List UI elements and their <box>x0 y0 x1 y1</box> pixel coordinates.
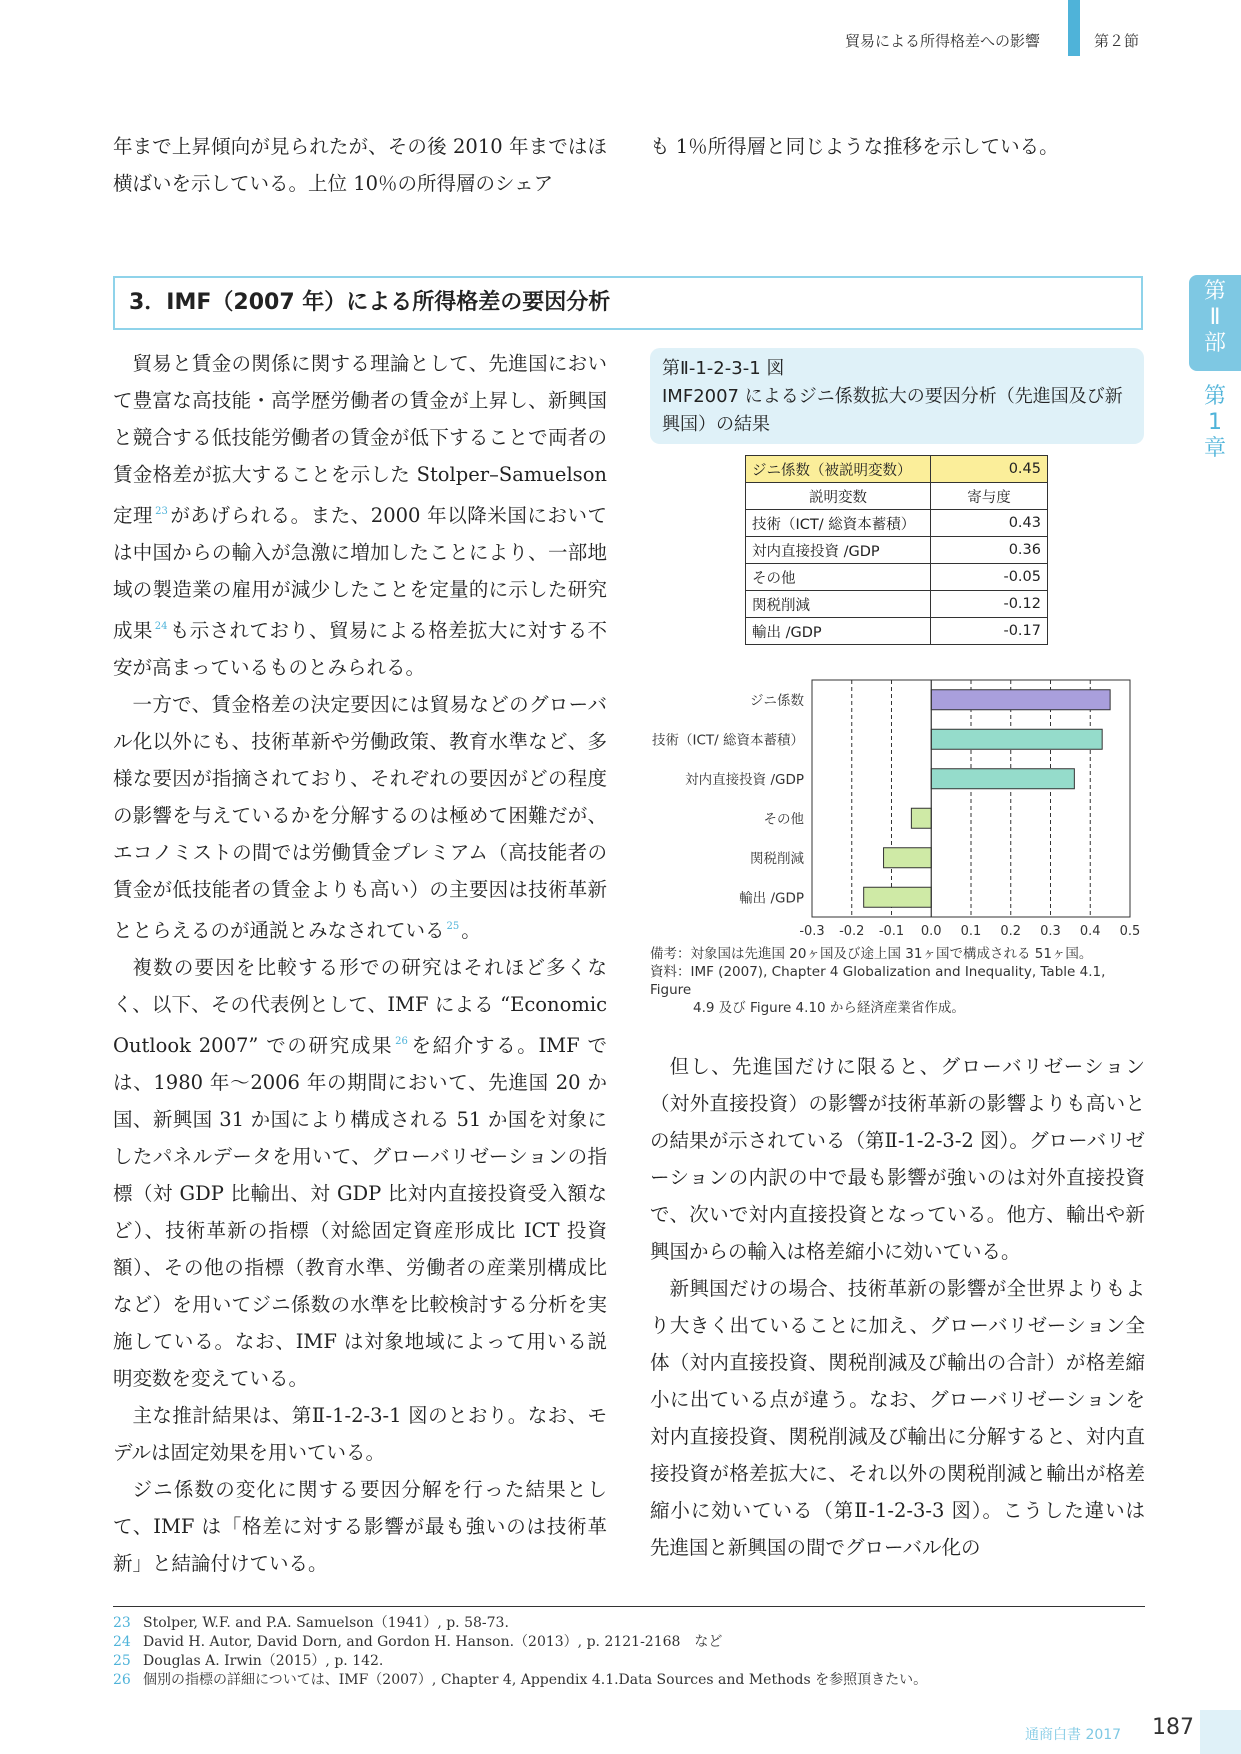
paragraph: 複数の要因を比較する形での研究はそれほど多くなく、以下、その代表例として、IMF による “Economic Outlook 2007” での研究成果 $^{26}$ を紹介する。IMF では、1980 年～2006 年の期間において、先進国 20 か国、新興国 31 か国により構成される 51 か国を対象にしたパネルデータを用いて、グローバリゼーションの指標（対 GDP 比輸出、対 GDP 比対内直接投資受入額など）、技術革新の指標（対総固定資産形成比 ICT 投資額）、その他の指標（教育水準、労働者の産業別構成比など）を用いてジニ係数の水準を比較検討する分析を実施している。なお、IMF は対象地域によって用いる説明変数を変えている。 <box>113 956 607 1390</box>
section-heading: 3．IMF（2007 年）による所得格差の要因分析 <box>113 276 1143 330</box>
figure-notes <box>650 945 1150 1017</box>
side-tab-part: 第 Ⅱ 部 <box>1189 275 1241 371</box>
table-header-cell: 説明変数 <box>746 483 931 510</box>
table-row <box>746 510 1048 537</box>
table-cell: 0.45 <box>931 456 1048 483</box>
table-cell: -0.17 <box>931 618 1048 645</box>
table-cell: -0.05 <box>931 564 1048 591</box>
bar <box>911 808 931 828</box>
header-accent-bar <box>1068 0 1080 56</box>
bar <box>931 690 1110 710</box>
running-header-title: 貿易による所得格差への影響 <box>845 32 1041 50</box>
category-label: 対内直接投資 /GDP <box>685 771 804 788</box>
paragraph: 一方で、賃金格差の決定要因には貿易などのグローバル化以外にも、技術革新や労働政策、教育水準など、多様な要因が指摘されており、それぞれの要因がどの程度の影響を与えているかを分解するのは極めて困難だが、エコノミストの間では労働賃金プレミアム（高技能者の賃金が低技能者の賃金よりも高い）の主要因は技術革新ととらえるのが通説とみなされている $^{25}$ 。 <box>113 693 607 942</box>
intro-left-text: 年まで上昇傾向が見られたが、その後 2010 年まではほ横ばいを示している。上位 10％の所得層のシェア <box>113 135 607 195</box>
tick-label: 0.3 <box>1040 924 1061 939</box>
paragraph: ジニ係数の変化に関する要因分解を行った結果として、IMF は「格差に対する影響が最も強いのは技術革新」と結論付けている。 <box>113 1478 607 1575</box>
footnote-item: 25 Douglas A. Irwin（2015）, p. 142. <box>113 1653 384 1669</box>
category-label: ジニ係数 <box>750 692 804 709</box>
factor-bar-chart <box>640 670 1150 940</box>
table-row <box>746 591 1048 618</box>
running-header-section: 第２節 <box>1094 32 1140 50</box>
tick-label: 0.0 <box>920 924 942 939</box>
tick-label: -0.1 <box>878 924 905 939</box>
factors-table <box>745 455 1048 645</box>
page-number: 187 <box>1152 1715 1194 1740</box>
figure-source-cont: 4.9 及び Figure 4.10 から経済産業省作成。 <box>693 1000 965 1016</box>
table-cell: その他 <box>746 564 931 591</box>
table-header-cell: 寄与度 <box>931 483 1048 510</box>
bar <box>864 887 932 907</box>
tick-label: -0.2 <box>839 924 865 939</box>
footnote-ref[interactable]: 24 <box>154 621 168 632</box>
footnote-item: 26 個別の指標の詳細については、IMF（2007）, Chapter 4, Appendix 4.1.Data Sources and Methods を参照頂きたい。 <box>113 1672 928 1688</box>
table-cell: 関税削減 <box>746 591 931 618</box>
left-column <box>113 345 607 1582</box>
figure-source: 資料：IMF (2007), Chapter 4 Globalization and Inequality, Table 4.1, Figure <box>650 964 1106 998</box>
bar <box>884 848 932 868</box>
paragraph: 新興国だけの場合、技術革新の影響が全世界よりもより大きく出ていることに加え、グローバリゼーション全体（対内直接投資、関税削減及び輸出の合計）が格差縮小に出ている点が違う。なお、グローバリゼーションを対内直接投資、関税削減及び輸出に分解すると、対内直接投資が格差拡大に、それ以外の関税削減と輸出が格差縮小に効いている（第Ⅱ-1-2-3-3 図）。こうした違いは先進国と新興国の間でグローバル化の <box>650 1277 1145 1559</box>
tick-label: -0.3 <box>799 924 825 939</box>
figure-number: 第Ⅱ-1-2-3-1 図 <box>662 358 785 379</box>
table-row <box>746 537 1048 564</box>
paragraph: 但し、先進国だけに限ると、グローバリゼーション（対外直接投資）の影響が技術革新の影響よりも高いとの結果が示されている（第Ⅱ-1-2-3-2 図）。グローバリゼーションの内訳の中で最も影響が強いのは対外直接投資で、次いで対内直接投資となっている。他方、輸出や新興国からの輸入は格差縮小に効いている。 <box>650 1055 1145 1263</box>
table-cell: 0.36 <box>931 537 1048 564</box>
figure-note: 備考：対象国は先進国 20ヶ国及び途上国 31ヶ国で構成される 51ヶ国。 <box>650 946 1093 962</box>
figure-title: IMF2007 によるジニ係数拡大の要因分析（先進国及び新興国）の結果 <box>662 386 1123 435</box>
category-label: 関税削減 <box>750 850 804 867</box>
right-column <box>650 1048 1145 1566</box>
paragraph: 主な推計結果は、第Ⅱ-1-2-3-1 図のとおり。なお、モデルは固定効果を用いている。 <box>113 1404 607 1464</box>
category-label: 輸出 /GDP <box>739 890 804 907</box>
bar <box>931 729 1102 749</box>
tick-label: 0.1 <box>960 924 982 939</box>
table-cell: 輸出 /GDP <box>746 618 931 645</box>
footnote-rule <box>113 1606 1145 1607</box>
table-cell: -0.12 <box>931 591 1048 618</box>
table-row <box>746 564 1048 591</box>
table-header-row <box>746 483 1048 510</box>
footnote-ref[interactable]: 26 <box>395 1036 408 1047</box>
table-row <box>746 618 1048 645</box>
footnotes <box>113 1614 1143 1690</box>
tick-label: 0.2 <box>1000 924 1022 939</box>
category-label: 技術（ICT/ 総資本蓄積） <box>652 732 804 749</box>
footnote-ref[interactable]: 23 <box>155 506 168 517</box>
footer-book-title: 通商白書 2017 <box>1025 1727 1122 1743</box>
table-cell: ジニ係数（被説明変数） <box>746 456 931 483</box>
tick-label: 0.5 <box>1119 924 1141 939</box>
footnote-item: 24 David H. Autor, David Dorn, and Gordon H. Hanson.（2013）, p. 2121-2168 など <box>113 1634 723 1650</box>
side-tab-chapter: 第 1 章 <box>1203 384 1226 461</box>
tick-label: 0.4 <box>1079 924 1101 939</box>
footer-accent-bar <box>1200 1710 1241 1754</box>
bar <box>931 769 1074 789</box>
table-cell: 対内直接投資 /GDP <box>746 537 931 564</box>
footnote-ref[interactable]: 25 <box>446 921 460 932</box>
paragraph: 貿易と賃金の関係に関する理論として、先進国において豊富な高技能・高学歴労働者の賃金が上昇し、新興国と競合する低技能労働者の賃金が低下することで両者の賃金格差が拡大することを示した Stolper–Samuelson 定理 $^{23}$ があげられる。また、2000 年以降米国においては中国からの輸入が急激に増加したことにより、一部地域の製造業の雇用が減少したことを定量的に示した研究成果 $^{24}$ も示されており、貿易による格差拡大に対する不安が高まっているものとみられる。 <box>113 352 607 679</box>
intro-right-text: も 1％所得層と同じような推移を示している。 <box>650 135 1059 158</box>
footnote-item: 23 Stolper, W.F. and P.A. Samuelson（1941）, p. 58-73. <box>113 1615 509 1631</box>
table-cell: 0.43 <box>931 510 1048 537</box>
table-cell: 技術（ICT/ 総資本蓄積） <box>746 510 931 537</box>
figure-caption-box <box>650 348 1144 444</box>
category-label: その他 <box>763 811 804 828</box>
table-row <box>746 456 1048 483</box>
